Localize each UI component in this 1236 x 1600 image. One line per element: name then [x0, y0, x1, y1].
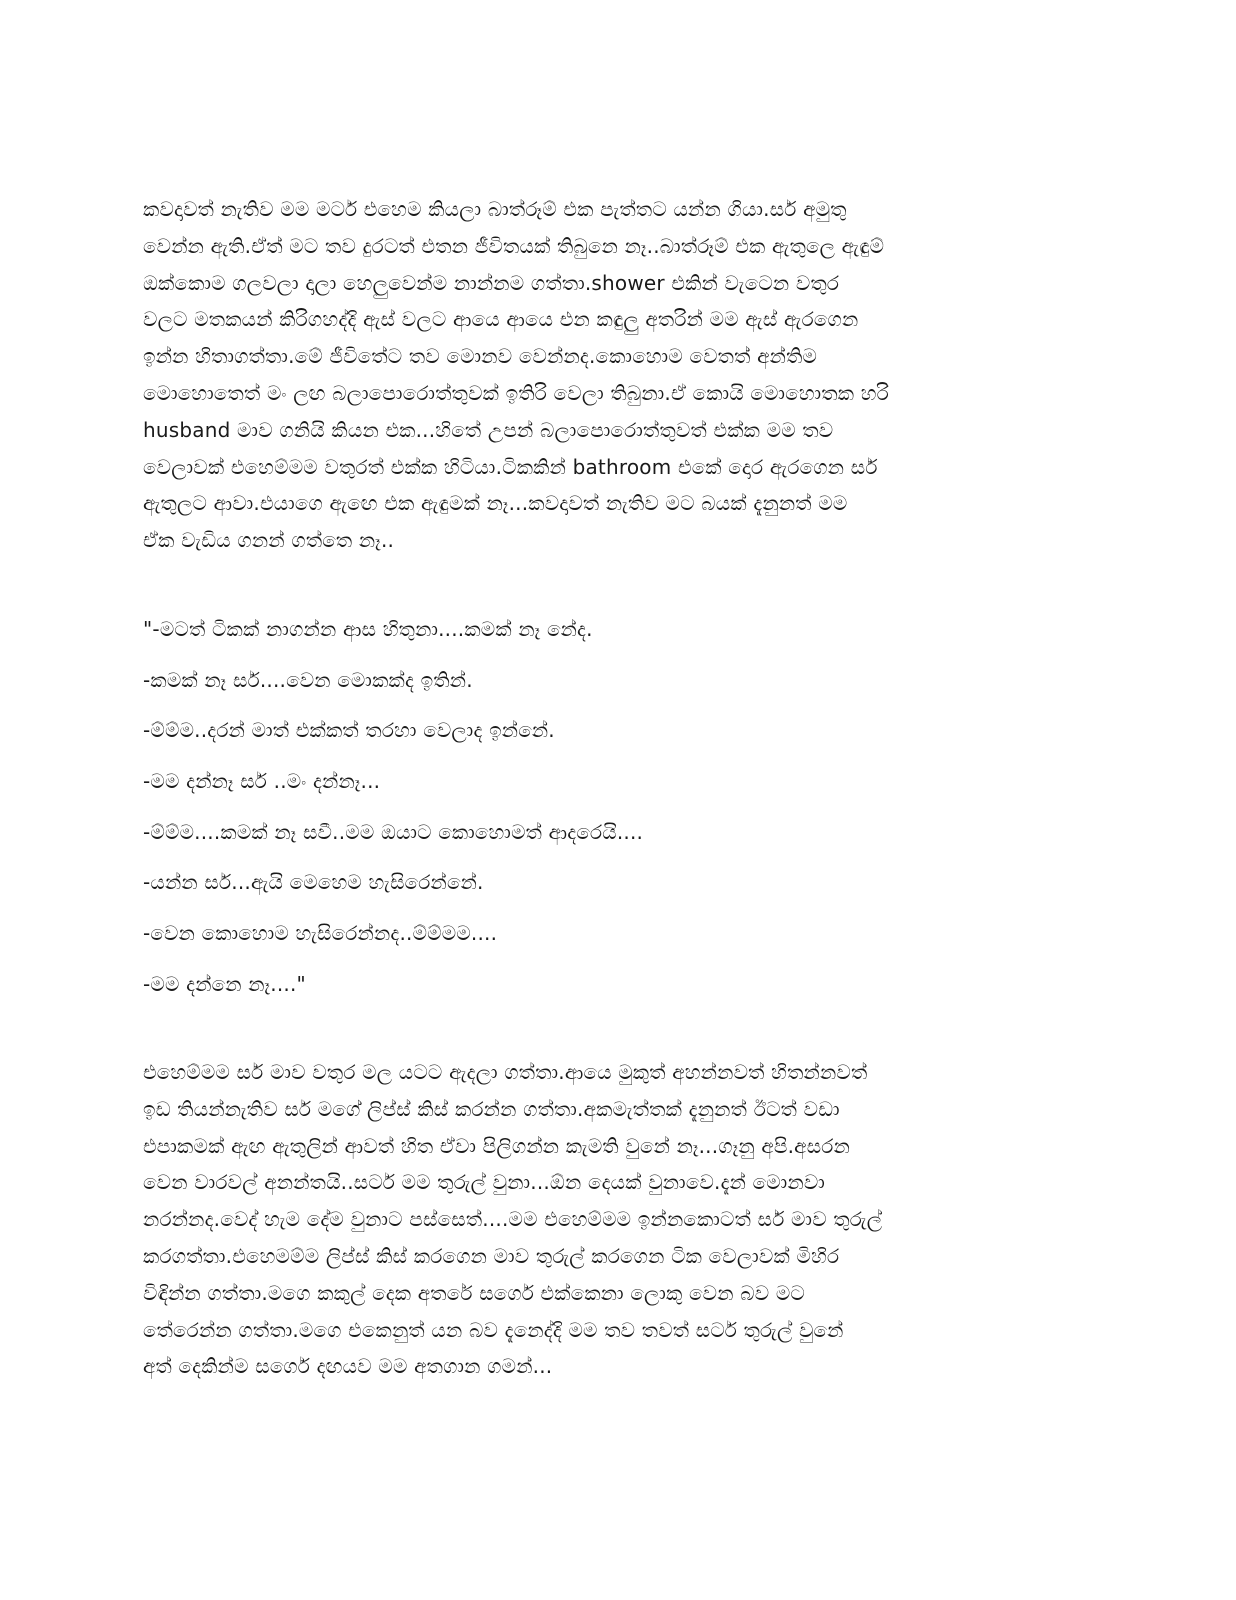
- dialogue-block: [143, 604, 1078, 1010]
- dialogue-line: "-මටත් ටිකක් නාගන්න ආස හිතුනා....කමක් නෑ නේද.: [143, 617, 593, 641]
- paragraph-line: husband මාව ගනියි කියන එක...හිතේ උපන් බලාපොරොත්තුවත් එක්ක මම තව: [143, 417, 834, 442]
- paragraph-line: කරගත්තා.එහෙමම්ම ලිප්ස් කිස් කරගෙන මාව තුරුල් කරගෙන ටික වෙලාවක් මිහිර: [143, 1243, 840, 1268]
- paragraph-line: අත් දෙකින්ම සර්ගෙ දඟයව මම අතගාන ගමන්...: [143, 1354, 553, 1379]
- paragraph-line: එහෙම්මම සර් මාව වතුර මල යටට ඇදලා ගත්තා.ආයෙ මුකුත් අහන්නවත් හිතන්නවත්: [143, 1060, 868, 1084]
- dialogue-line: -ම්ම්ම....කමක් නෑ සවී..මම ඔයාට කොහොමත් ආදරෙයි....: [143, 819, 644, 844]
- paragraph-line: නරන්නද.වෙද් හැම දේම වුනාට පස්සෙත්....මම එහෙම්මම ඉන්නකොටත් සර් මාව තුරුල්: [143, 1207, 883, 1232]
- paragraph-line: ඔක්කොම ගලවලා දාලා හෙලුවෙන්ම නාන්නම ගත්තා.shower එකින් වැටෙන වතුර: [143, 270, 840, 295]
- dialogue-line: -මම දන්නෙ නෑ....": [143, 971, 306, 996]
- paragraph-line: මොහොතෙත් මං ලඟ බලාපොරොත්තුවක් ඉතිරි වෙලා තිබුනා.ඒ කොයි මොහොතක හරි: [143, 380, 889, 405]
- paragraph-line: වෙලාවක් එහෙම්මම වතුරත් එක්ක හිටියා.ටිකකින් bathroom එකේ දොර ඇරගෙන සර්: [143, 454, 878, 479]
- paragraph-line: ඉන්න හිතාගත්තා.මේ ජීවිතේට තව මොනව වෙන්නද.කොහොම වෙතත් අන්තිම: [143, 344, 818, 369]
- dialogue-line: -මම දන්නෑ සර් ..මං දන්නෑ...: [143, 769, 381, 794]
- dialogue-line: -ම්ම්ම..දරන් මාත් එක්කත් තරහා වෙලාද ඉන්නේ.: [143, 718, 555, 743]
- paragraph-line: වලට මතකයන් කිරිගහද්දි ඇස් වලට ආයෙ ආයෙ එන කඳුලු අතරින් මම ඇස් ඇරගෙන: [143, 307, 859, 332]
- paragraph-line: කවදාවත් නැතිව මම මර්ට එහෙම කියලා බාත්රූම් එක පැත්තට යන්න ගියා.සර් අමුතු: [143, 197, 847, 221]
- paragraph-line: ඇතුලට ආවා.එයාගෙ ඇඟෙ එක ඇඳුමක් නෑ...කවදාවත් නැතිව මට බයක් දැනුනත් මම: [143, 491, 848, 516]
- paragraph-line: තේරෙන්න ගත්තා.මගෙ එකෙනුත් යන බව දැනෙද්දි මම තව තවත් සර්ට තුරුල් වුනේ: [143, 1317, 844, 1342]
- paragraph-line: වෙන්න ඇති.ඒත් මට තව දුරටත් එතන ජීවිතයක් තිබුනෙ නෑ..බාත්රූම් එක ඇතුලෙ ඇඳුම්: [143, 233, 885, 258]
- paragraph-2: [143, 1054, 1078, 1385]
- paragraph-line: ඉඩ තියන්නැතිව සර් මගේ ලිප්ස් කිස් කරන්න ගත්තා.අකමැත්තක් දැනුනත් ඊටත් වඩා: [143, 1096, 840, 1121]
- dialogue-line: -වෙන කොහොම හැසිරෙන්නද..ම්ම්මම....: [143, 921, 498, 946]
- paragraph-line: එපාකමක් ඇඟ ඇතුලින් ආවත් හිත ඒවා පිලිගන්න කැමති වුනේ නෑ...ගෑනු අපි.අසරන: [143, 1133, 851, 1158]
- dialogue-line: -යන්න සර්...ඇයි මෙහෙම හැසිරෙන්නේ.: [143, 870, 484, 895]
- dialogue-line: -කමක් නෑ සර්....වෙන මොකක්ද ඉතින්.: [143, 667, 473, 692]
- paragraph-line: ඒක වැඩිය ගනන් ගත්තෙ නෑ..: [143, 528, 395, 553]
- paragraph-line: වෙන වාරවල් අනන්තයි..සර්ට මම තුරුල් වුනා...ඕන දෙයක් වුනාවෙ.දැන් මොනවා: [143, 1170, 826, 1195]
- paragraph-line: විඳින්න ගත්තා.මගෙ කකුල් දෙක අතරේ සර්ගෙ එක්කෙනා ලොකු වෙන බව මට: [143, 1280, 806, 1305]
- paragraph-1: [143, 191, 1078, 559]
